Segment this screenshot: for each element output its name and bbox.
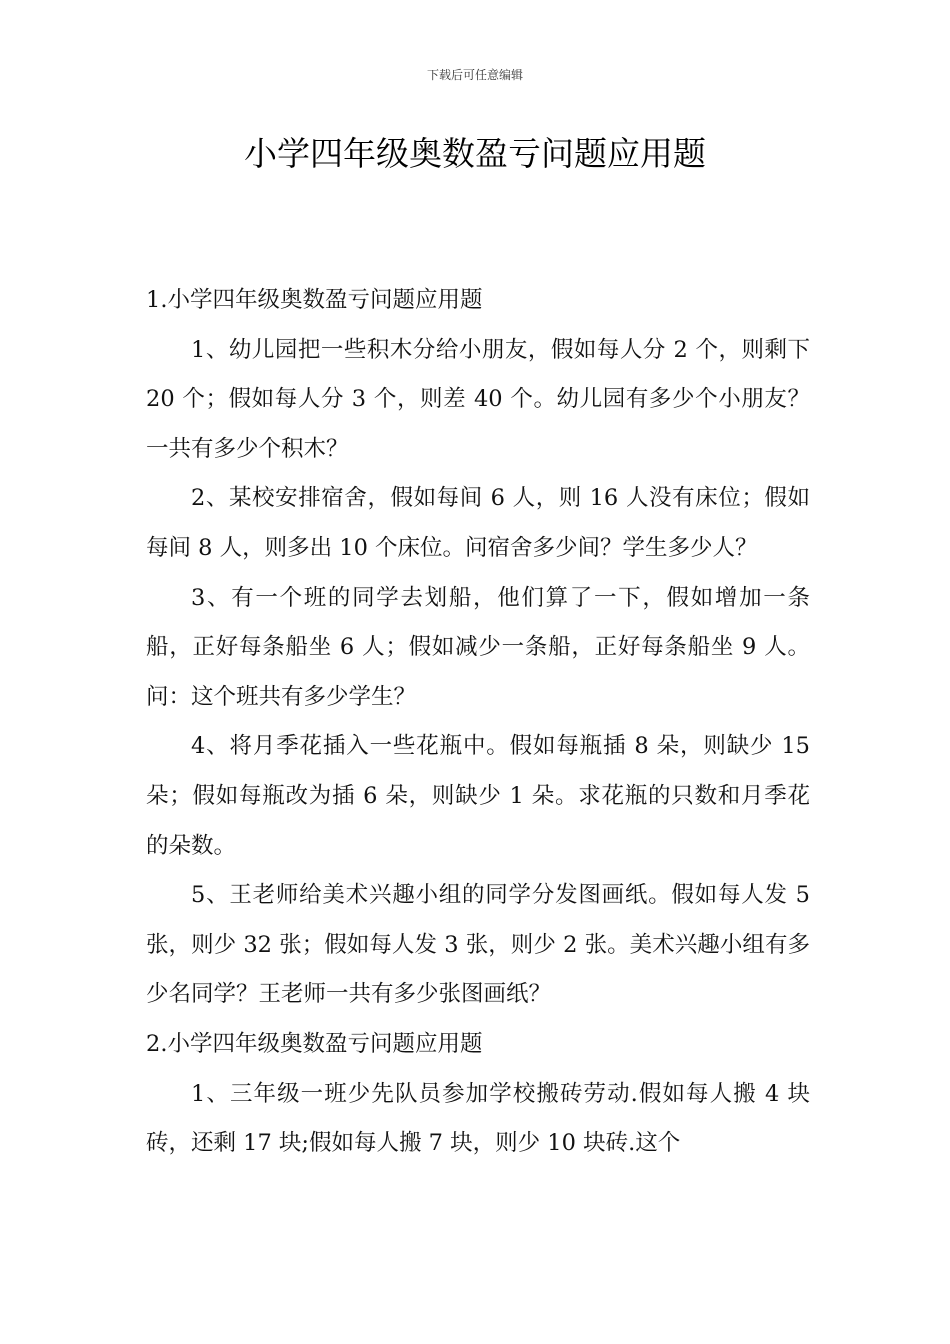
section-heading: 2.小学四年级奥数盈亏问题应用题: [146, 1030, 483, 1057]
document-title: 小学四年级奥数盈亏问题应用题: [244, 134, 706, 173]
problem-paragraph: 3、有一个班的同学去划船，他们算了一下，假如增加一条船，正好每条船坐 6 人；假如减少一条船，正好每条船坐 9 人。问：这个班共有多少学生？: [146, 584, 810, 710]
problem-paragraph: 1、三年级一班少先队员参加学校搬砖劳动.假如每人搬 4 块砖，还剩 17 块;假如每人搬 7 块，则少 10 块砖.这个: [146, 1080, 810, 1157]
section-heading: 1.小学四年级奥数盈亏问题应用题: [146, 287, 483, 313]
problem-paragraph: 1、幼儿园把一些积木分给小朋友，假如每人分 2 个，则剩下 20 个；假如每人分 3 个，则差 40 个。幼儿园有多少个小朋友？一共有多少个积木？: [146, 336, 810, 462]
problem-paragraph: 5、王老师给美术兴趣小组的同学分发图画纸。假如每人发 5 张，则少 32 张；假如每人发 3 张，则少 2 张。美术兴趣小组有多少名同学？王老师一共有多少张图画纸？: [146, 882, 810, 1008]
document-body: [146, 276, 810, 1169]
problem-paragraph: 2、某校安排宿舍，假如每间 6 人，则 16 人没有床位；假如每间 8 人，则多出 10 个床位。问宿舍多少间？学生多少人？: [146, 485, 810, 561]
problem-paragraph: 4、将月季花插入一些花瓶中。假如每瓶插 8 朵，则缺少 15 朵；假如每瓶改为插 6 朵，则缺少 1 朵。求花瓶的只数和月季花的朵数。: [146, 733, 810, 859]
page-header-note: 下载后可任意编辑: [426, 68, 523, 82]
